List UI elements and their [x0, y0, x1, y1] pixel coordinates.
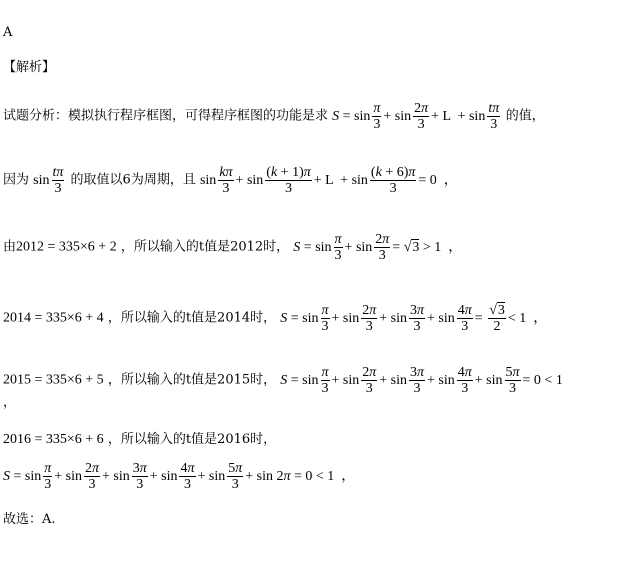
- analysis-heading: 【解析】: [3, 60, 56, 75]
- period-mid: 的取值以6为周期，且: [70, 172, 196, 188]
- conclusion-text: 故选：A.: [3, 512, 56, 527]
- answer-label: A: [3, 25, 13, 40]
- case-2016-formula: S = sin $\frac{\pi}{3}$ + sin $\frac{2\pi}{3}$ + sin $\frac{3\pi}{3}$ + sin $\frac{4\pi}{3}$ + sin $\frac{5\pi}{3}$ + sin 2π = 0 < 1 ，: [3, 461, 356, 492]
- sin-t-pi-over-3: sin $\frac{t\pi}{3}$: [33, 165, 64, 196]
- case-2015-equation: 2015 = 335×6 + 5: [3, 372, 104, 388]
- period-prefix: 因为: [3, 172, 30, 188]
- sum-formula-s: S = sin $\frac{\pi}{3}$ + sin $\frac{2\pi}{3}$ + L + sin $\frac{t\pi}{3}$: [332, 101, 500, 132]
- case-2015-line: [3, 365, 563, 396]
- case-2012-prefix: 由: [3, 239, 17, 255]
- case-2012-text: ，所以输入的t值是2012时，: [120, 239, 290, 255]
- analysis-intro-suffix: 的值，: [505, 108, 545, 124]
- analysis-intro-text: 试题分析：模拟执行程序框图，可得程序框图的功能是求: [3, 108, 329, 124]
- case-2015-trailing-comma: ，: [3, 395, 17, 410]
- case-2016-formula-line: [3, 461, 355, 492]
- case-2012-formula: S = sin $\frac{\pi}{3}$ + sin $\frac{2\pi}{3}$ = √3 > 1 ，: [293, 232, 463, 263]
- case-2016-text: ，所以输入的t值是2016时，: [107, 432, 277, 447]
- case-2016-equation: 2016 = 335×6 + 6: [3, 432, 104, 447]
- case-2012-line: [3, 232, 462, 263]
- case-2014-formula: S = sin $\frac{\pi}{3}$ + sin $\frac{2\pi}{3}$ + sin $\frac{3\pi}{3}$ + sin $\frac{4\pi}{3}$ = $\frac{√3}{2}$ < 1 ，: [280, 303, 548, 334]
- case-2016-line: [3, 432, 276, 448]
- case-2012-equation: 2012 = 335×6 + 2: [16, 239, 117, 255]
- analysis-intro-line: [3, 101, 545, 132]
- case-2015-text: ，所以输入的t值是2015时，: [107, 372, 277, 388]
- period-line: [3, 165, 458, 196]
- period-sum-formula: sin $\frac{k\pi}{3}$ + sin $\frac{(k + 1)\pi}{3}$ + L + sin $\frac{(k + 6)\pi}{3}$ = 0 ，: [199, 165, 458, 196]
- case-2015-formula: S = sin $\frac{\pi}{3}$ + sin $\frac{2\pi}{3}$ + sin $\frac{3\pi}{3}$ + sin $\frac{4\pi}{3}$ + sin $\frac{5\pi}{3}$ = 0 < 1: [280, 365, 563, 396]
- case-2014-line: [3, 303, 547, 334]
- case-2014-equation: 2014 = 335×6 + 4: [3, 310, 104, 326]
- case-2014-text: ，所以输入的t值是2014时，: [107, 310, 277, 326]
